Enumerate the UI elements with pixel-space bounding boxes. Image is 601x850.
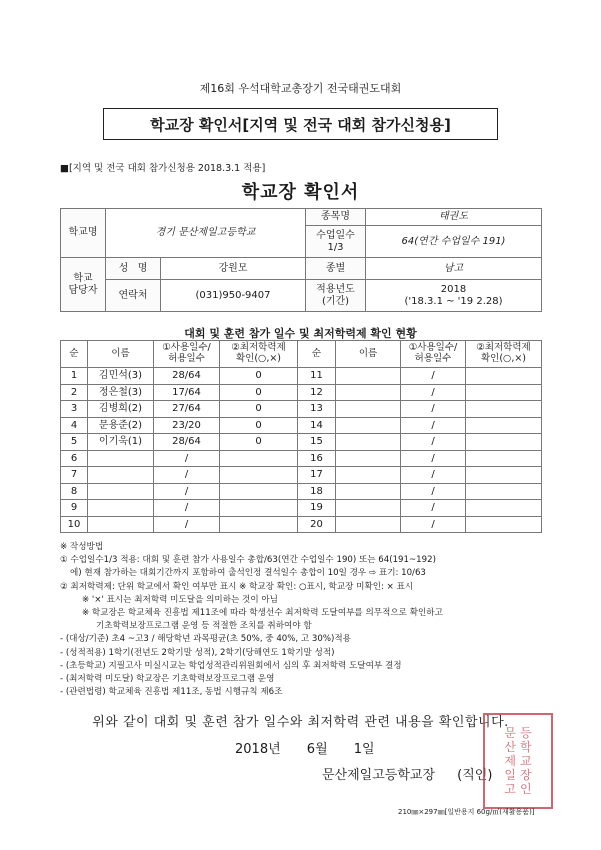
row-check [220, 467, 298, 484]
row-name [336, 500, 401, 517]
row-check [220, 500, 298, 517]
date-year: 2018년 [235, 742, 281, 757]
issue-date [235, 738, 397, 757]
row-check: 0 [220, 401, 298, 418]
row-days: / [401, 417, 466, 434]
principal-signature-line [322, 764, 492, 783]
school-name: 경기 문산제일고등학교 [106, 209, 306, 258]
table-row [61, 516, 542, 533]
row-check: 0 [220, 417, 298, 434]
row-days: / [401, 450, 466, 467]
row-check [220, 483, 298, 500]
row-days: / [401, 483, 466, 500]
year-value: 2018 [440, 284, 467, 295]
note-item: - (관련법령) 학교체육 진흥법 제11조, 동법 시행규칙 제6조 [60, 687, 283, 698]
row-no: 1 [61, 368, 88, 385]
row-name [88, 516, 154, 533]
row-no: 19 [298, 500, 336, 517]
header-academic: ②최저학력제 확인(○,×) [466, 341, 542, 368]
row-name: 김병희(2) [88, 401, 154, 418]
row-days: / [154, 500, 220, 517]
header-no: 순 [61, 341, 88, 368]
contact-value: (031)950-9407 [161, 280, 306, 312]
row-days: 28/64 [154, 434, 220, 451]
sport-label: 종목명 [306, 209, 366, 226]
row-days: 17/64 [154, 384, 220, 401]
table-header-row [61, 341, 542, 368]
row-name [336, 384, 401, 401]
row-name [336, 401, 401, 418]
note-item: 에) 현재 참가하는 대회기간까지 포함하여 출석인정 결석일수 총합이 10일 경우 ⇨ 표기: 10/63 [70, 568, 426, 579]
row-name [336, 483, 401, 500]
row-no: 4 [61, 417, 88, 434]
row-no: 8 [61, 483, 88, 500]
class-days-label: 수업일수 1/3 [306, 226, 366, 258]
note-item: ※ 학교장은 학교체육 진흥법 제11조에 따라 학생선수 최저학력 도달여부를 의무적으로 확인하고 [82, 608, 443, 619]
row-no: 14 [298, 417, 336, 434]
table-row [61, 368, 542, 385]
row-name [336, 516, 401, 533]
row-no: 16 [298, 450, 336, 467]
row-check [466, 500, 542, 517]
note-item: - (초등학교) 지필고사 미실시교는 학업성적관리위원회에서 심의 후 최저학력 도달여부 결정 [60, 660, 402, 671]
header-academic: ②최저학력제 확인(○,×) [220, 341, 298, 368]
row-no: 18 [298, 483, 336, 500]
manager-name: 강원모 [161, 258, 306, 280]
row-check [220, 450, 298, 467]
row-no: 6 [61, 450, 88, 467]
table-row [61, 434, 542, 451]
table-row [61, 401, 542, 418]
row-no: 3 [61, 401, 88, 418]
official-seal-stamp [483, 713, 553, 809]
table-row [61, 384, 542, 401]
sport-value: 태권도 [366, 209, 542, 226]
table-row [61, 450, 542, 467]
contact-label: 연락처 [106, 280, 161, 312]
header-name: 이름 [88, 341, 154, 368]
document-title-box: 학교장 확인서[지역 및 전국 대회 참가신청용] [103, 108, 498, 140]
row-name: 문용준(2) [88, 417, 154, 434]
note-item: ② 최저학력제: 단위 학교에서 확인 여부만 표시 ※ 학교장 확인: ○표시, 학교장 미확인: × 표시 [60, 581, 414, 592]
date-month: 6월 [306, 742, 328, 757]
header-no: 순 [298, 341, 336, 368]
row-check [466, 450, 542, 467]
row-check [466, 401, 542, 418]
row-no: 13 [298, 401, 336, 418]
event-title: 제16회 우석대학교총장기 전국태권도대회 [199, 82, 402, 95]
name-label: 성 명 [106, 258, 161, 280]
seal-text-column: 등 학 교 장 인 [520, 726, 532, 796]
note-item: - (최저학력 미도달) 학교장은 기초학력보장프로그램 운영 [60, 674, 275, 685]
row-check [220, 516, 298, 533]
manager-label: 학교 담당자 [61, 258, 106, 312]
row-days: 23/20 [154, 417, 220, 434]
date-day: 1일 [353, 742, 375, 757]
row-days: / [401, 384, 466, 401]
header-name: 이름 [336, 341, 401, 368]
row-check [466, 417, 542, 434]
header-days: ①사용일수/ 허용일수 [154, 341, 220, 368]
school-info-table [60, 208, 542, 312]
row-check: 0 [220, 434, 298, 451]
paper-spec: 210㎜×297㎜[일반용지 60g/㎡(재활용품)] [398, 808, 535, 816]
note-item: ① 수업일수1/3 적용: 대회 및 훈련 참가 사용일수 총합/63(연간 수업일수 190) 또는 64(191~192) [60, 555, 436, 566]
table-row [61, 500, 542, 517]
school-label: 학교명 [61, 209, 106, 258]
row-name [88, 483, 154, 500]
row-check [466, 368, 542, 385]
row-days: / [401, 467, 466, 484]
row-no: 11 [298, 368, 336, 385]
table-row [61, 483, 542, 500]
note-item: ※ '×' 표시는 최저학력 미도달을 의미하는 것이 아님 [82, 594, 278, 605]
row-name: 정은철(3) [88, 384, 154, 401]
header-days: ①사용일수/ 허용일수 [401, 341, 466, 368]
row-no: 12 [298, 384, 336, 401]
row-days: / [154, 516, 220, 533]
class-days-value: 64(연간 수업일수 191) [366, 226, 542, 258]
row-name [88, 467, 154, 484]
form-note: ■[지역 및 전국 대회 참가신청용 2018.3.1 적용] [60, 163, 266, 174]
period-value: ('18.3.1 ~ '19 2.28) [404, 295, 503, 307]
note-item: - (대상/기준) 초4 ~고3 / 해당학년 과목평균(초 50%, 중 40%, 고 30%)적용 [60, 634, 351, 645]
seal-text-column: 문 산 제 일 고 [504, 726, 516, 796]
row-check [466, 483, 542, 500]
row-no: 15 [298, 434, 336, 451]
row-days: / [401, 500, 466, 517]
row-days: / [401, 516, 466, 533]
participation-table [60, 340, 542, 533]
note-item: 기초학력보장프로그램 운영 등 적절한 조치를 취하여야 함 [96, 621, 312, 632]
row-no: 17 [298, 467, 336, 484]
table-row [61, 417, 542, 434]
row-no: 20 [298, 516, 336, 533]
instructions [60, 541, 550, 699]
row-name [336, 434, 401, 451]
gender-value: 남고 [366, 258, 542, 280]
row-days: / [401, 401, 466, 418]
row-name [88, 450, 154, 467]
participation-title: 대회 및 훈련 참가 일수 및 최저학력제 확인 현황 [184, 327, 417, 340]
row-no: 10 [61, 516, 88, 533]
row-days: / [154, 483, 220, 500]
row-name [88, 500, 154, 517]
row-name [336, 450, 401, 467]
row-no: 2 [61, 384, 88, 401]
row-name [336, 467, 401, 484]
table-row [61, 467, 542, 484]
row-days: / [154, 467, 220, 484]
row-name: 김민석(3) [88, 368, 154, 385]
notes-heading: ※ 작성방법 [60, 542, 104, 552]
row-check [466, 384, 542, 401]
row-check [466, 434, 542, 451]
row-check: 0 [220, 368, 298, 385]
gender-label: 종별 [306, 258, 366, 280]
row-name: 이기욱(1) [88, 434, 154, 451]
year-label: 적용년도 (기간) [306, 280, 366, 312]
seal-mark: (직인) [457, 768, 493, 783]
row-no: 5 [61, 434, 88, 451]
row-name [336, 368, 401, 385]
school-principal: 문산제일고등학교장 [322, 768, 436, 783]
note-item: - (성적적용) 1학기(전년도 2학기말 성적), 2학기(당해연도 1학기말 성적) [60, 647, 335, 658]
row-days: 27/64 [154, 401, 220, 418]
confirmation-statement: 위와 같이 대회 및 훈련 참가 일수와 최저학력 관련 내용을 확인합니다. [92, 715, 509, 730]
year-cell [366, 280, 542, 312]
row-no: 9 [61, 500, 88, 517]
row-check [466, 467, 542, 484]
row-no: 7 [61, 467, 88, 484]
row-check: 0 [220, 384, 298, 401]
main-title: 학교장 확인서 [241, 182, 360, 203]
row-name [336, 417, 401, 434]
row-check [466, 516, 542, 533]
row-days: / [401, 434, 466, 451]
row-days: / [401, 368, 466, 385]
row-days: 28/64 [154, 368, 220, 385]
row-days: / [154, 450, 220, 467]
